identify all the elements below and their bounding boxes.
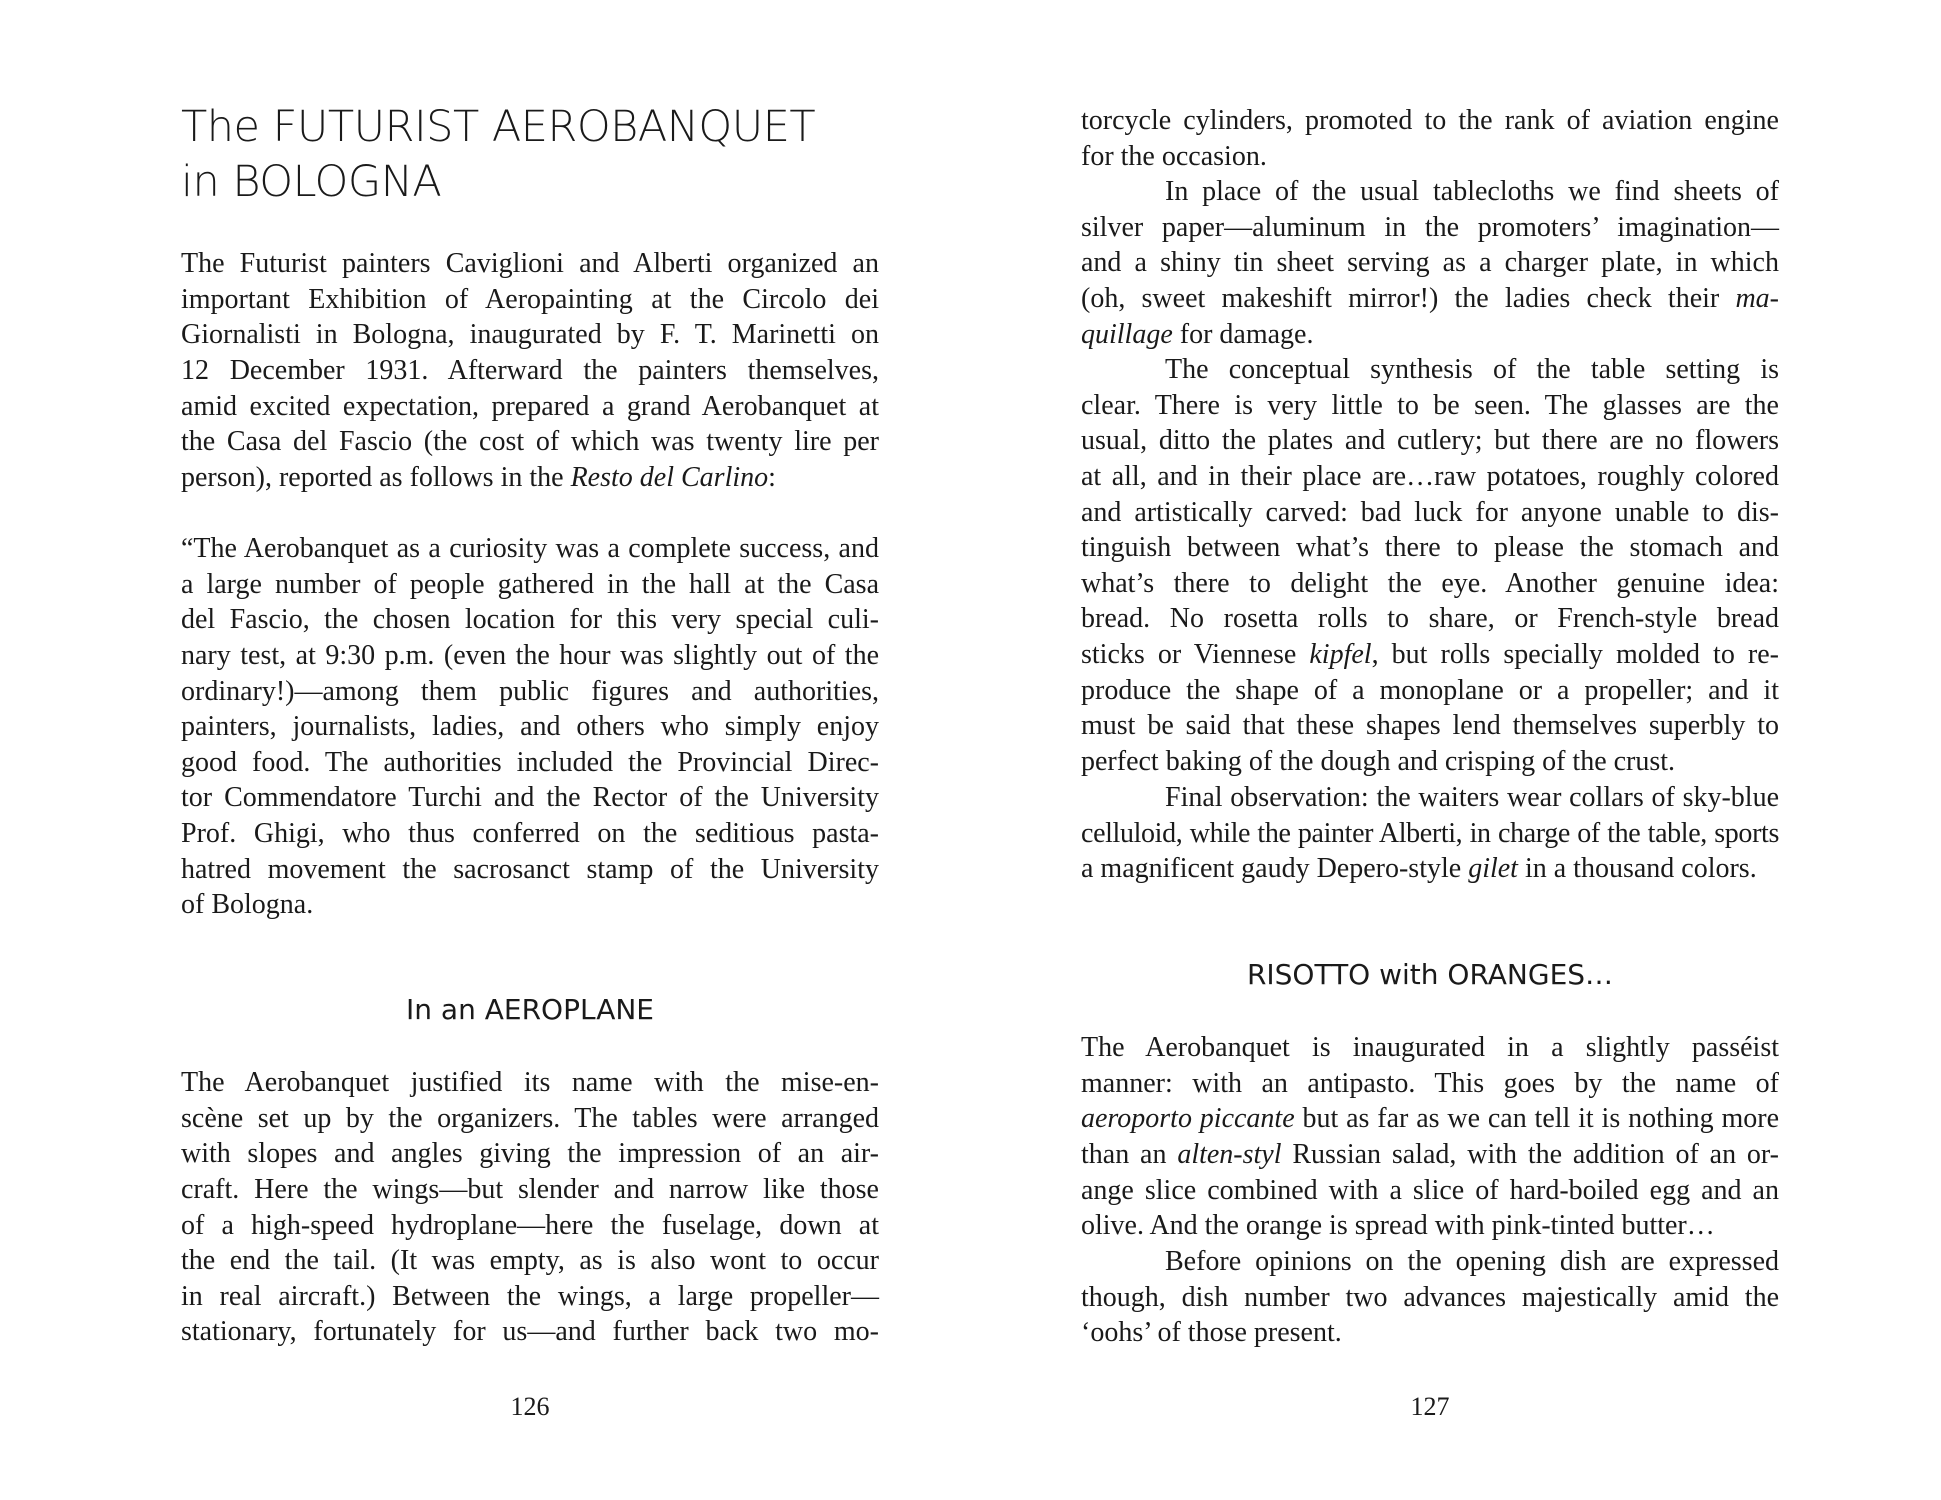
chapter-title-line: in BOLOGNA bbox=[181, 157, 442, 207]
text-line: Before opinions on the opening dish are expressed bbox=[1165, 1246, 1779, 1277]
text-line: painters, journalists, ladies, and others who simply enjoy bbox=[181, 711, 879, 743]
page-number: 126 bbox=[510, 1392, 550, 1421]
text-line: 12 December 1931. Afterward the painters themselves, bbox=[181, 354, 879, 386]
text-line: the end the tail. (It was empty, as is also wont to occur bbox=[181, 1245, 879, 1277]
text-line: than an alten-styl Russian salad, with the addition of an or- bbox=[1081, 1138, 1779, 1170]
text-line: stationary, fortunately for us—and further back two mo- bbox=[181, 1316, 879, 1348]
text-line: ange slice combined with a slice of hard-boiled egg and an bbox=[1081, 1174, 1779, 1206]
paragraph bbox=[181, 531, 879, 923]
paragraph bbox=[1081, 352, 1779, 780]
text-line: celluloid, while the painter Alberti, in charge of the table, sports bbox=[1081, 817, 1779, 849]
paragraph bbox=[1081, 1244, 1779, 1351]
text-line: though, dish number two advances majestically amid the bbox=[1081, 1281, 1779, 1313]
text-line: Giornalisti in Bologna, inaugurated by F. T. Marinetti on bbox=[181, 319, 879, 351]
text-line: (oh, sweet makeshift mirror!) the ladies check their ma- bbox=[1081, 282, 1779, 314]
text-line: tor Commendatore Turchi and the Rector of the University bbox=[181, 782, 879, 814]
text-line: silver paper—aluminum in the promoters’ imagination— bbox=[1081, 211, 1779, 243]
italic-text: Resto del Carlino bbox=[570, 461, 769, 493]
chapter-title-line: The FUTURIST AEROBANQUET bbox=[181, 102, 816, 152]
paragraph bbox=[181, 1065, 879, 1350]
italic-text: kipfel bbox=[1309, 639, 1372, 670]
text-line: produce the shape of a monoplane or a propeller; and it bbox=[1081, 674, 1779, 706]
text-line: olive. And the orange is spread with pink-tinted butter… bbox=[1081, 1210, 1715, 1242]
text-line: craft. Here the wings—but slender and narrow like those bbox=[181, 1173, 879, 1205]
text-line: person), reported as follows in the Resto del Carlino: bbox=[181, 461, 776, 493]
italic-text: gilet bbox=[1468, 853, 1518, 885]
text-line: the Casa del Fascio (the cost of which was twenty lire per bbox=[181, 426, 879, 458]
paragraph bbox=[1081, 1030, 1779, 1244]
text-line: with slopes and angles giving the impression of an air- bbox=[181, 1138, 879, 1170]
text-line: Final observation: the waiters wear collars of sky-blue bbox=[1165, 782, 1779, 813]
paragraph bbox=[1081, 103, 1779, 174]
text-line: scène set up by the organizers. The tables were arranged bbox=[181, 1102, 879, 1134]
text-line: The Futurist painters Caviglioni and Alberti organized an bbox=[181, 248, 879, 279]
text-line: ordinary!)—among them public figures and authorities, bbox=[181, 675, 879, 707]
paragraph bbox=[181, 246, 879, 495]
text-line: of Bologna. bbox=[181, 889, 314, 921]
paragraph bbox=[1081, 780, 1779, 887]
text-line: “The Aerobanquet as a curiosity was a complete success, and bbox=[181, 533, 879, 564]
text-line: The conceptual synthesis of the table setting is bbox=[1165, 354, 1779, 385]
text-line: clear. There is very little to be seen. The glasses are the bbox=[1081, 389, 1779, 421]
text-line: The Aerobanquet is inaugurated in a slightly passéist bbox=[1081, 1032, 1779, 1063]
text-line: of a high-speed hydroplane—here the fuselage, down at bbox=[181, 1209, 879, 1241]
section-heading: RISOTTO with ORANGES… bbox=[1246, 958, 1614, 991]
text-line: torcycle cylinders, promoted to the rank of aviation engine bbox=[1081, 105, 1779, 136]
text-line: In place of the usual tablecloths we find sheets of bbox=[1165, 176, 1779, 207]
text-line: quillage for damage. bbox=[1081, 318, 1314, 350]
text-line: in real aircraft.) Between the wings, a large propeller— bbox=[181, 1280, 879, 1312]
text-line: and a shiny tin sheet serving as a charger plate, in which bbox=[1081, 247, 1779, 279]
text-line: perfect baking of the dough and crisping of the crust. bbox=[1081, 745, 1676, 777]
text-line: a large number of people gathered in the hall at the Casa bbox=[181, 568, 879, 600]
italic-text: aeroporto piccante bbox=[1081, 1103, 1295, 1135]
text-line: a magnificent gaudy Depero-style gilet in a thousand colors. bbox=[1081, 853, 1757, 885]
text-line: bread. No rosetta rolls to share, or French-style bread bbox=[1081, 603, 1779, 635]
text-line: del Fascio, the chosen location for this very special culi- bbox=[181, 604, 879, 636]
text-line: amid excited expectation, prepared a grand Aerobanquet at bbox=[181, 390, 879, 422]
text-line: what’s there to delight the eye. Another genuine idea: bbox=[1081, 567, 1779, 599]
text-line: aeroporto piccante but as far as we can tell it is nothing more bbox=[1081, 1103, 1779, 1135]
text-line: Prof. Ghigi, who thus conferred on the seditious pasta- bbox=[181, 818, 879, 849]
text-line: good food. The authorities included the Provincial Direc- bbox=[181, 746, 879, 778]
text-line: usual, ditto the plates and cutlery; but there are no flowers bbox=[1081, 425, 1779, 457]
italic-text: quillage bbox=[1081, 318, 1173, 350]
text-line: for the occasion. bbox=[1081, 140, 1267, 172]
text-line: and artistically carved: bad luck for anyone unable to dis- bbox=[1081, 496, 1779, 528]
text-line: tinguish between what’s there to please the stomach and bbox=[1081, 532, 1779, 564]
page-number: 127 bbox=[1410, 1392, 1450, 1421]
paragraph bbox=[1081, 174, 1779, 352]
text-line: The Aerobanquet justified its name with the mise-en- bbox=[181, 1067, 879, 1098]
chapter-title bbox=[181, 100, 815, 210]
italic-text: alten-styl bbox=[1177, 1138, 1282, 1170]
text-line: at all, and in their place are…raw potatoes, roughly colored bbox=[1081, 460, 1779, 492]
italic-text: ma- bbox=[1735, 282, 1779, 314]
section-heading: In an AEROPLANE bbox=[406, 993, 654, 1026]
text-line: manner: with an antipasto. This goes by the name of bbox=[1081, 1067, 1779, 1099]
text-line: important Exhibition of Aeropainting at the Circolo dei bbox=[181, 283, 879, 315]
text-line: hatred movement the sacrosanct stamp of the University bbox=[181, 853, 879, 885]
text-line: ‘oohs’ of those present. bbox=[1081, 1317, 1342, 1349]
text-line: must be said that these shapes lend themselves superbly to bbox=[1081, 710, 1779, 742]
text-line: sticks or Viennese kipfel, but rolls specially molded to re- bbox=[1081, 639, 1779, 670]
text-line: nary test, at 9:30 p.m. (even the hour was slightly out of the bbox=[181, 639, 879, 671]
